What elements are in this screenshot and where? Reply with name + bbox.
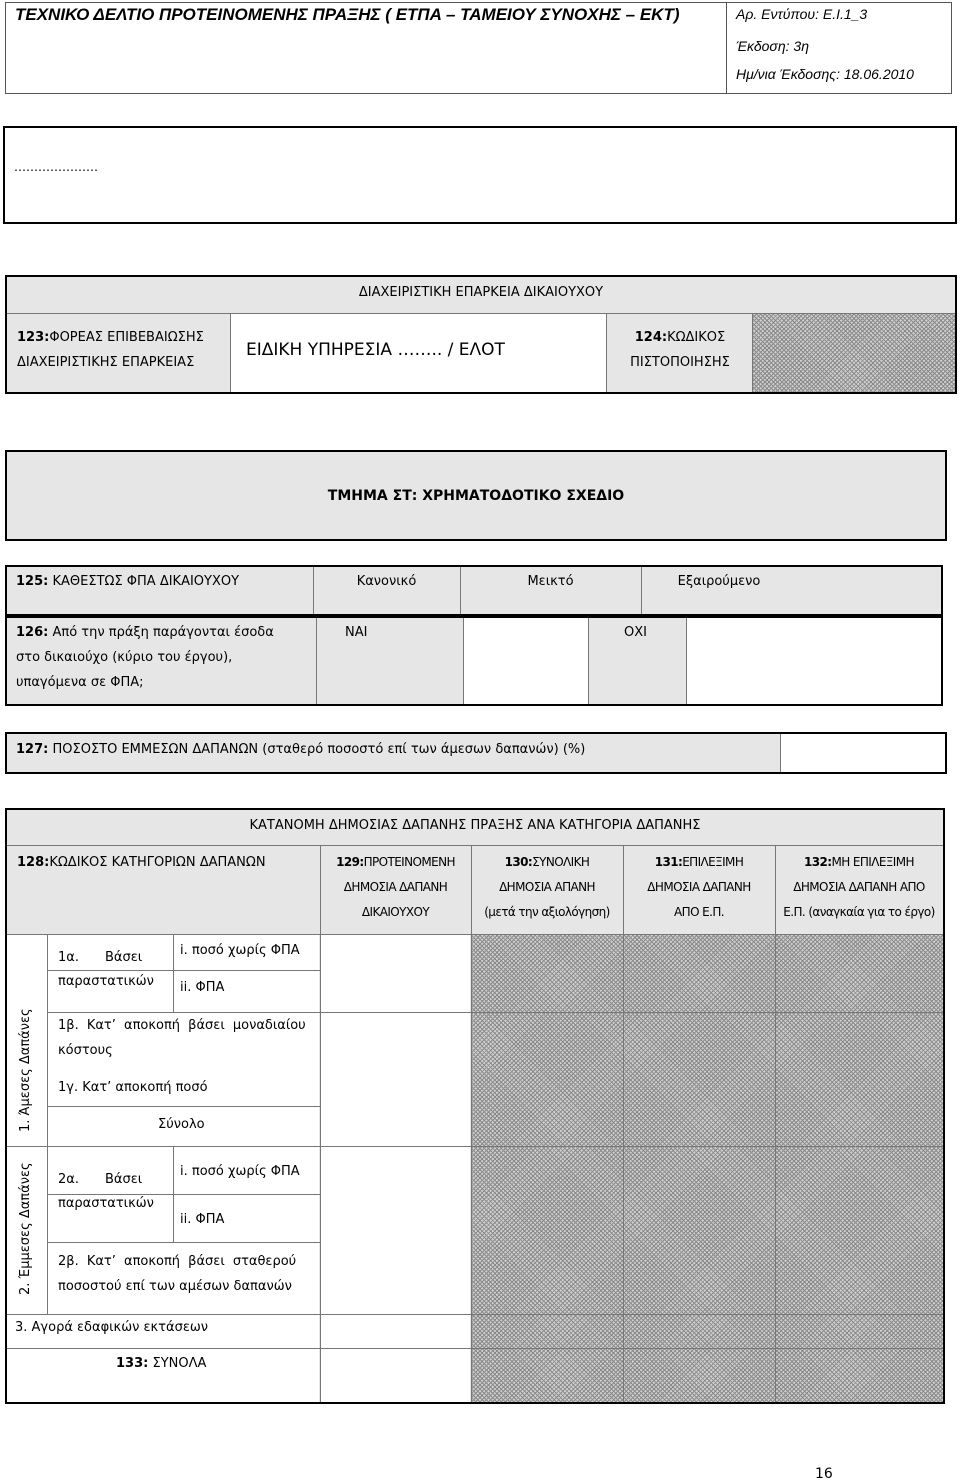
field-124-label-line2: ΠΙΣΤΟΠΟΙΗΣΗΣ (630, 355, 730, 370)
direct-costs-label: 1. Άμεσες Δαπάνες (18, 1008, 33, 1132)
row-2a-ii: ii. ΦΠΑ (180, 1212, 225, 1227)
divider (47, 934, 48, 1314)
divider (7, 1348, 943, 1349)
dots-placeholder: ………………… (14, 160, 98, 174)
divider (7, 1146, 943, 1147)
divider (47, 1194, 320, 1195)
divider (47, 1012, 943, 1013)
divider (173, 1146, 174, 1242)
vat-option-exempt[interactable]: Εξαιρούμενο (677, 574, 761, 589)
col-129-header-line2: ΔΗΜΟΣΙΑ ΔΑΠΑΝΗ (343, 880, 448, 894)
edition: Έκδοση: 3η (736, 38, 809, 54)
row-direct-total: Σύνολο (158, 1117, 205, 1132)
field-126-no-cell[interactable] (686, 618, 941, 704)
field-126-label-line3: υπαγόμενα σε ΦΠΑ; (16, 675, 144, 690)
divider (7, 1314, 943, 1315)
document-title: ΤΕΧΝΙΚΟ ΔΕΛΤΙΟ ΠΡΟΤΕΙΝΟΜΕΝΗΣ ΠΡΑΞΗΣ ( ΕΤΠΑ – ΤΑΜΕΙΟΥ ΣΥΝΟΧΗΣ – ΕΚΤ) (15, 5, 680, 24)
vat-option-empty-cell[interactable] (797, 567, 941, 614)
row-1a-i: i. ποσό χωρίς ΦΠΑ (180, 943, 300, 958)
hatched-cell (471, 1146, 943, 1314)
header-divider (726, 2, 727, 94)
row-2a-label-line1: 2α. Βάσει (58, 1172, 143, 1187)
field-126-label-line1: 126: Από την πράξη παράγονται έσοδα (16, 625, 274, 640)
hatched-cell (471, 1314, 943, 1348)
field-123-label-line1: 123:ΦΟΡΕΑΣ ΕΠΙΒΕΒΑΙΩΣΗΣ (17, 330, 204, 345)
col-131-header-line3: ΑΠΟ Ε.Π. (674, 905, 724, 919)
col-132-header-line3: Ε.Π. (αναγκαία για το έργο) (783, 905, 935, 919)
row-133-totals: 133: ΣΥΝΟΛΑ (116, 1356, 207, 1371)
hatched-cell (471, 934, 943, 1012)
indirect-costs-label: 2. Έμμεσες Δαπάνες (18, 1162, 33, 1295)
col-130-header-line3: (μετά την αξιολόγηση) (484, 905, 610, 919)
divider (7, 845, 943, 846)
section-title: ΤΜΗΜΑ ΣΤ: ΧΡΗΜΑΤΟΔΟΤΙΚΟ ΣΧΕΔΙΟ (327, 488, 625, 504)
hatched-cell (471, 1012, 943, 1146)
divider (47, 970, 320, 971)
col-132-header-line1: 132:ΜΗ ΕΠΙΛΕΞΙΜΗ (804, 855, 914, 869)
print-number: Αρ. Εντύπου: Ε.Ι.1_3 (736, 6, 868, 22)
col-129-header-line3: ΔΙΚΑΙΟΥΧΟΥ (361, 905, 430, 919)
field-124-label-line1: 124:ΚΩΔΙΚΟΣ (634, 330, 726, 345)
vat-option-regular[interactable]: Κανονικό (356, 574, 417, 589)
field-127-value-cell[interactable] (780, 734, 945, 772)
col-130-header-line2: ΔΗΜΟΣΙΑ ΑΠΑΝΗ (499, 880, 595, 894)
hatched-cell (471, 1348, 943, 1402)
field-124-value-cell (752, 314, 955, 392)
field-123-value: ΕΙΔΙΚΗ ΥΠΗΡΕΣΙΑ …….. / ΕΛΟΤ (246, 340, 505, 360)
divider (173, 934, 174, 1012)
field-126-label-line2: στο δικαιούχο (κύριο του έργου), (16, 650, 233, 665)
row-1c: 1γ. Κατ’ αποκοπή ποσό (58, 1080, 208, 1095)
free-text-box[interactable] (3, 126, 957, 224)
competence-title: ΔΙΑΧΕΙΡΙΣΤΙΚΗ ΕΠΑΡΚΕΙΑ ΔΙΚΑΙΟΥΧΟΥ (358, 285, 604, 300)
col-128-header: 128:ΚΩΔΙΚΟΣ ΚΑΤΗΓΟΡΙΩΝ ΔΑΠΑΝΩΝ (17, 855, 266, 870)
row-2b-line1: 2β. Κατ’ αποκοπή βάσει σταθερού (58, 1254, 297, 1269)
divider (623, 845, 624, 1402)
divider (316, 618, 317, 704)
divider (47, 1106, 320, 1107)
field-126-yes-cell[interactable] (463, 618, 589, 704)
row-1a-ii: ii. ΦΠΑ (180, 980, 225, 995)
vat-option-mixed[interactable]: Μεικτό (527, 574, 574, 589)
col-131-header-line2: ΔΗΜΟΣΙΑ ΔΑΠΑΝΗ (647, 880, 751, 894)
row-2a-label-line2: παραστατικών (58, 1196, 154, 1211)
page-number: 16 (815, 1466, 833, 1482)
col-130-header-line1: 130:ΣΥΝΟΛΙΚΗ (504, 855, 590, 869)
row-2b-line2: ποσοστού επί των αμέσων δαπανών (58, 1279, 292, 1294)
col-131-header-line1: 131:ΕΠΙΛΕΞΙΜΗ (654, 855, 744, 869)
field-127-label: 127: ΠΟΣΟΣΤΟ ΕΜΜΕΣΩΝ ΔΑΠΑΝΩΝ (σταθερό ποσοστό επί των άμεσων δαπανών) (%) (16, 742, 586, 757)
col-129-header-line1: 129:ΠΡΟΤΕΙΝΟΜΕΝΗ (336, 855, 455, 869)
divider (7, 934, 943, 935)
col-132-header-line2: ΔΗΜΟΣΙΑ ΔΑΠΑΝΗ ΑΠΟ (793, 880, 925, 894)
field-126-no: ΟΧΙ (624, 625, 647, 640)
field-125-label: 125: ΚΑΘΕΣΤΩΣ ΦΠΑ ΔΙΚΑΙΟΥΧΟΥ (16, 574, 240, 589)
divider (775, 845, 776, 1402)
edition-date: Ημ/νια Έκδοσης: 18.06.2010 (736, 66, 914, 82)
divider (47, 1242, 320, 1243)
divider (320, 845, 321, 1402)
row-1b-line1: 1β. Κατ’ αποκοπή βάσει μοναδιαίου (58, 1018, 306, 1033)
row-2a-i: i. ποσό χωρίς ΦΠΑ (180, 1164, 300, 1179)
table-cell-white (7, 934, 319, 1146)
amount-cell-129[interactable] (320, 934, 470, 1402)
field-123-label-line2: ΔΙΑΧΕΙΡΙΣΤΙΚΗΣ ΕΠΑΡΚΕΙΑΣ (17, 355, 195, 370)
field-126-yes: ΝΑΙ (345, 625, 368, 640)
row-1a-label-line1: 1α. Βάσει (58, 950, 143, 965)
row-1b-line2: κόστους (58, 1043, 113, 1058)
divider (471, 845, 472, 1402)
row-3-land: 3. Αγορά εδαφικών εκτάσεων (15, 1320, 208, 1335)
row-1a-label-line2: παραστατικών (58, 974, 154, 989)
distribution-title: ΚΑΤΑΝΟΜΗ ΔΗΜΟΣΙΑΣ ΔΑΠΑΝΗΣ ΠΡΑΞΗΣ ΑΝΑ ΚΑΤΗΓΟΡΙΑ ΔΑΠΑΝΗΣ (249, 818, 701, 833)
